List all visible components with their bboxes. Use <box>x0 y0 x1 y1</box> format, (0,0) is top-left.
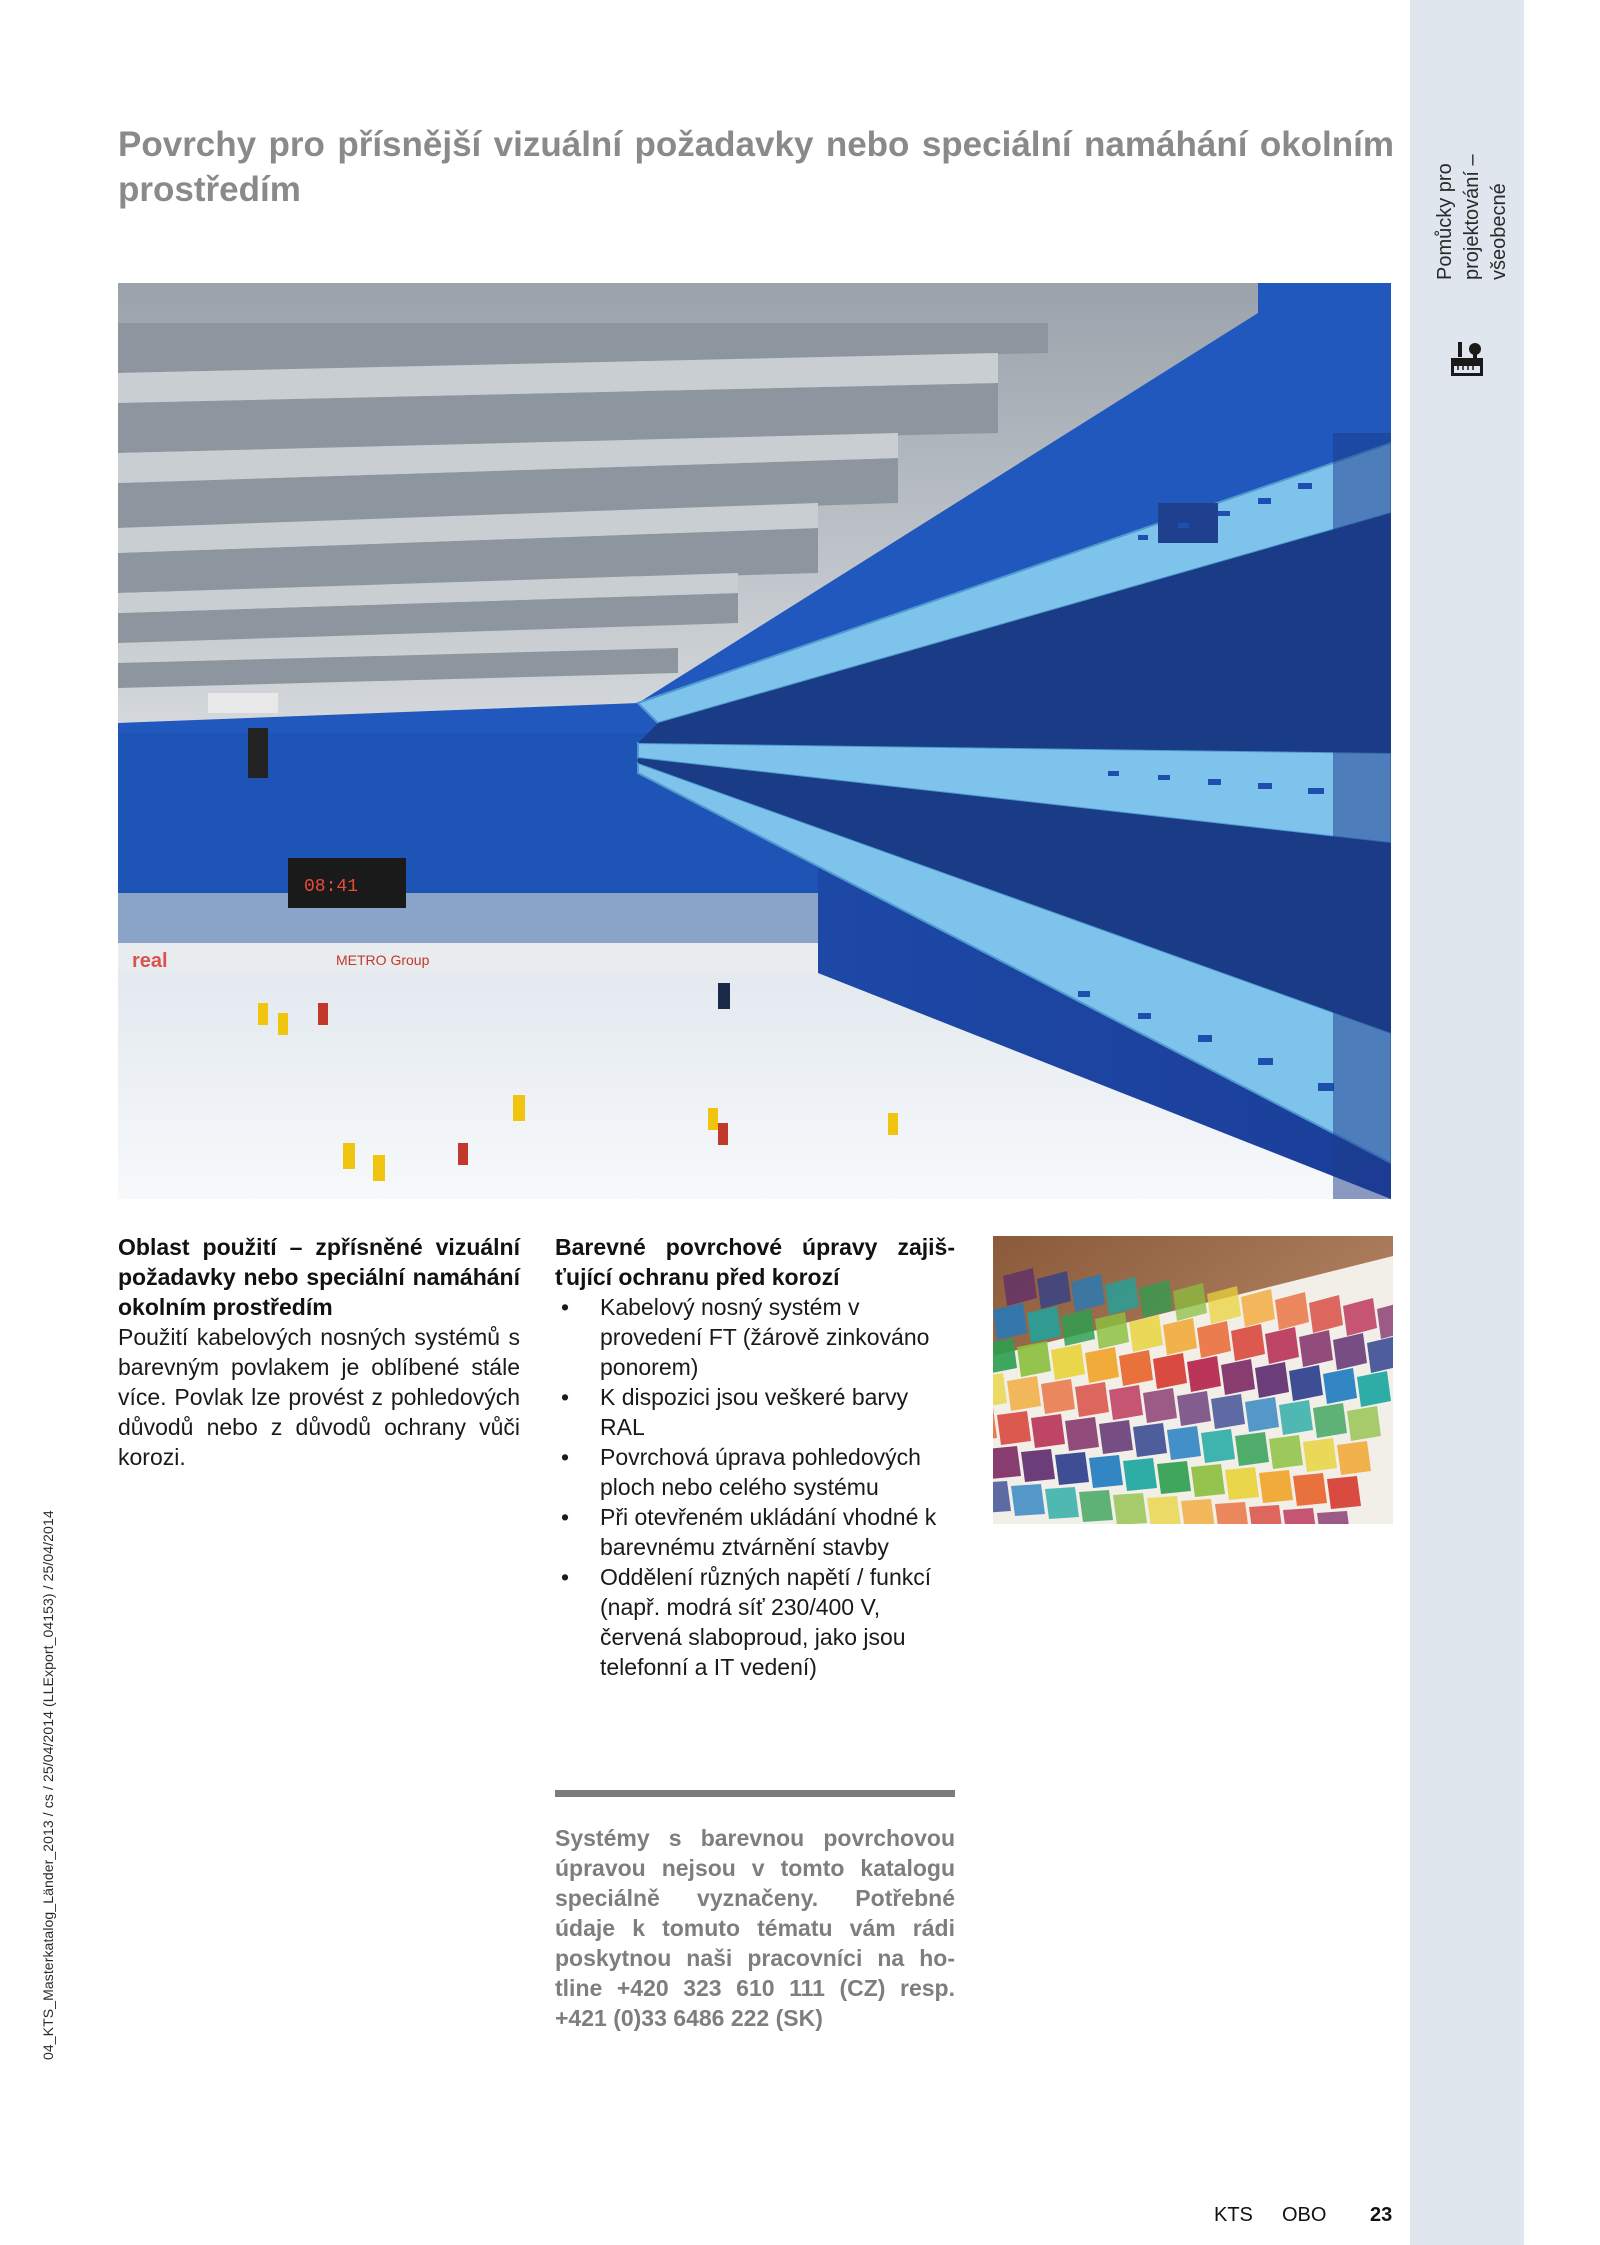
color-swatch <box>1133 1423 1167 1457</box>
hotline-note: Systémy s barevnou povrchovou úpravou nejsou v tomto katalogu speciálně vyznačeny. Potřebné údaje k tomuto tématu vám rádi poskytnou naši pracovníci na hotline +420 323 610 111 (CZ) resp. +421 (0)33 6486 222 (SK) <box>555 1825 955 2031</box>
list-item: • Povrchová úprava pohledových ploch nebo celého systému <box>555 1442 955 1502</box>
color-swatch <box>1191 1464 1225 1497</box>
usage-area-heading: Oblast použití – zpřísněné vizuální požadavky nebo speciální namáhání okolním prostředím <box>118 1234 520 1320</box>
list-item: • K dispozici jsou veškeré barvy RAL <box>555 1382 955 1442</box>
side-tab-label <box>1396 120 1536 290</box>
hero-photo-illustration <box>118 283 1391 1199</box>
color-swatch <box>1041 1379 1075 1414</box>
hero-photo-ice-rink-cable-trays <box>118 283 1391 1199</box>
color-swatch <box>1215 1502 1249 1524</box>
color-swatch <box>1031 1414 1065 1448</box>
document-code: 04_KTS_Masterkatalog_Länder_2013 / cs / 25/04/2014 (LLExport_04153) / 25/04/2014 <box>40 1510 56 2060</box>
side-tab-text <box>1432 154 1513 280</box>
color-finishes-list <box>555 1292 955 1682</box>
color-swatch <box>1021 1449 1055 1482</box>
color-swatch <box>1249 1505 1283 1524</box>
color-swatch <box>1303 1438 1337 1472</box>
side-tab-line-2: projektování – <box>1461 154 1483 280</box>
color-swatch <box>1181 1499 1215 1524</box>
color-swatch-fan-photo <box>993 1236 1393 1524</box>
banner-metro: METRO Group <box>336 952 430 968</box>
color-swatch <box>1201 1429 1235 1463</box>
color-swatch <box>993 1338 1017 1374</box>
color-swatch <box>1045 1487 1079 1519</box>
color-swatch <box>1167 1426 1201 1460</box>
color-swatch <box>1177 1391 1211 1426</box>
color-swatch <box>1269 1435 1303 1469</box>
color-swatch <box>1289 1365 1323 1401</box>
color-swatch <box>1089 1455 1123 1488</box>
color-swatch <box>1279 1400 1313 1435</box>
color-swatch <box>1011 1484 1045 1516</box>
banner-real: real <box>132 950 168 972</box>
color-swatch <box>1109 1385 1143 1420</box>
color-swatch-illustration <box>993 1236 1393 1524</box>
color-swatch <box>1259 1470 1293 1503</box>
footer-brand-kts: KTS <box>1214 2204 1253 2226</box>
color-swatch <box>1245 1397 1279 1432</box>
list-item: • Kabelový nosný systém v provedení FT (žárově zinkováno ponorem) <box>555 1292 955 1382</box>
color-swatch <box>1211 1394 1245 1429</box>
page-number: 23 <box>1370 2204 1393 2226</box>
tools-ruler-icon <box>1451 342 1483 376</box>
color-swatch <box>1157 1461 1191 1494</box>
color-swatch <box>1099 1420 1133 1454</box>
footer-brand-obo: OBO <box>1282 2204 1327 2226</box>
color-swatch <box>1051 1344 1085 1380</box>
color-swatch <box>1327 1476 1361 1509</box>
color-swatch <box>1293 1473 1327 1506</box>
color-finishes-heading: Barevné povrchové úpravy zajišťující ochranu před korozí <box>555 1234 955 1290</box>
color-swatch <box>1085 1347 1119 1383</box>
color-swatch <box>1187 1356 1221 1392</box>
color-swatch <box>1225 1467 1259 1500</box>
color-swatch <box>1317 1511 1351 1524</box>
color-swatch <box>1119 1350 1153 1386</box>
color-swatch <box>1143 1388 1177 1423</box>
color-swatch <box>997 1411 1031 1445</box>
color-swatch <box>1113 1493 1147 1524</box>
color-swatch <box>1235 1432 1269 1466</box>
color-swatch <box>1221 1359 1255 1395</box>
color-swatch <box>1313 1403 1347 1438</box>
usage-area-column <box>118 1232 520 1472</box>
page-title: Povrchy pro přísnější vizuální požadavky nebo speciální namáhání okolním prostředím <box>118 125 1394 209</box>
color-finishes-column <box>555 1232 955 1682</box>
list-item: • Při otevřeném ukládání vhodné k barevnému ztvárnění stavby <box>555 1502 955 1562</box>
color-swatch <box>1357 1371 1391 1407</box>
color-swatch <box>1075 1382 1109 1417</box>
color-swatch <box>1347 1406 1381 1441</box>
color-swatch <box>1065 1417 1099 1451</box>
side-tab-strip <box>1410 0 1524 2245</box>
color-swatch <box>1055 1452 1089 1485</box>
color-swatch <box>1017 1341 1051 1377</box>
color-swatch <box>1147 1496 1181 1524</box>
color-swatch <box>993 1446 1021 1479</box>
color-swatch <box>1079 1490 1113 1522</box>
note-divider <box>555 1790 955 1797</box>
color-swatch <box>1007 1376 1041 1411</box>
color-swatch <box>1337 1441 1371 1475</box>
side-tab-line-1: Pomůcky pro <box>1434 163 1456 280</box>
color-swatch <box>1255 1362 1289 1398</box>
scoreboard-display: 08:41 <box>304 877 359 897</box>
color-swatch <box>1153 1353 1187 1389</box>
side-tab-line-3: všeobecné <box>1488 183 1510 280</box>
color-swatch <box>1123 1458 1157 1491</box>
usage-area-text: Použití kabelových nosných systémů s barevným povlakem je oblíbené stále více. Povlak lze provést z pohledových důvodů nebo z důvodů ochrany vůči korozi. <box>118 1324 520 1470</box>
color-swatch <box>1283 1508 1317 1524</box>
list-item: • Oddělení různých napětí / funkcí (např. modrá síť 230/400 V, červená slaboproud, jako jsou telefonní a IT vedení) <box>555 1562 955 1682</box>
color-swatch <box>1323 1368 1357 1404</box>
